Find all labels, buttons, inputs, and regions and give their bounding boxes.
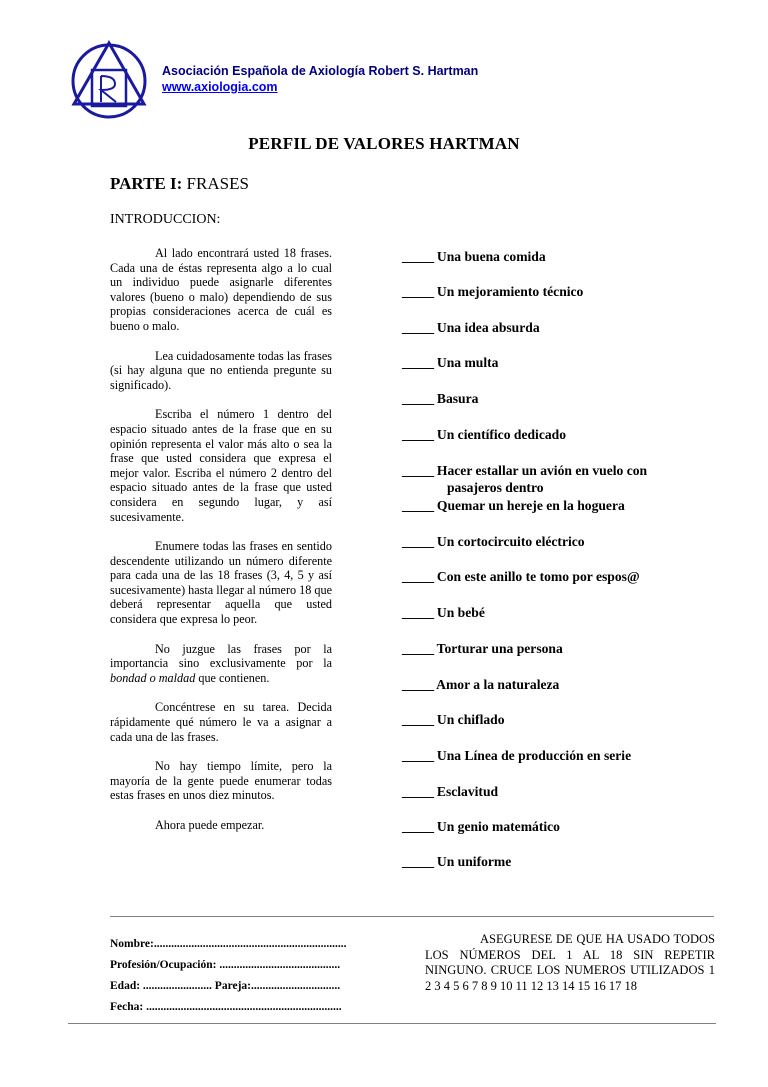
rank-blank[interactable]: _____ [402, 534, 434, 549]
rank-blank[interactable]: _____ [402, 677, 434, 692]
rank-blank[interactable]: _____ [402, 498, 434, 513]
instruction-paragraph: Al lado encontrará usted 18 frases. Cada una de éstas representa algo a lo cual un individuo puede asignarle diferentes valores (bueno o malo) dependiendo de sus propias consideraciones acerca de cuál es bueno o malo. [110, 246, 332, 333]
rank-blank[interactable]: _____ [402, 320, 434, 335]
rank-blank[interactable]: _____ [402, 427, 434, 442]
instruction-paragraph: Enumere todas las frases en sentido descendente utilizando un número diferente para cada una de las 18 frases (3, 4, 5 y así sucesivamente) hasta llegar al número 18 que deberá representar aquella que usted considera que expresa lo peor. [110, 539, 332, 627]
divider [110, 916, 714, 917]
association-logo [68, 40, 150, 122]
phrase-item[interactable] [402, 534, 585, 550]
phrase-item[interactable] [402, 249, 546, 265]
phrase-text: Con este anillo te tomo por espos@ [436, 569, 640, 584]
phrase-text: Un cortocircuito eléctrico [436, 534, 585, 549]
instruction-paragraph: Ahora puede empezar. [155, 818, 265, 832]
phrase-item[interactable] [402, 819, 560, 835]
instruction-paragraph: Lea cuidadosamente todas las frases (si hay alguna que no entienda pregunte su significado). [110, 348, 332, 392]
date-field[interactable]: Fecha: .................................................................... [110, 1001, 342, 1013]
phrase-text: Una buena comida [436, 249, 546, 264]
rank-blank[interactable]: _____ [402, 569, 434, 584]
rank-blank[interactable]: _____ [402, 784, 434, 799]
page-title: PERFIL DE VALORES HARTMAN [248, 134, 520, 153]
rank-blank[interactable]: _____ [402, 854, 434, 869]
phrase-item[interactable] [402, 284, 583, 300]
phrase-item[interactable] [402, 641, 563, 657]
phrase-text: Esclavitud [436, 784, 499, 799]
part-heading [110, 174, 249, 194]
phrase-item[interactable] [402, 677, 559, 693]
phrase-text: Una multa [436, 355, 499, 370]
phrase-item[interactable] [402, 391, 478, 407]
rank-blank[interactable]: _____ [402, 355, 434, 370]
phrase-text: Una Línea de producción en serie [436, 748, 632, 763]
name-field[interactable]: Nombre:................................................................... [110, 938, 347, 950]
phrase-text: Torturar una persona [436, 641, 563, 656]
rank-blank[interactable]: _____ [402, 712, 434, 727]
phrase-text: Un mejoramiento técnico [436, 284, 584, 299]
organization-url-link[interactable]: www.axiologia.com [162, 80, 278, 94]
rank-blank[interactable]: _____ [402, 249, 434, 264]
organization-name: Asociación Española de Axiología Robert S. Hartman [162, 64, 479, 78]
footer-divider [68, 1023, 716, 1024]
rank-blank[interactable]: _____ [402, 284, 434, 299]
part-name: FRASES [186, 174, 249, 193]
rank-blank[interactable]: _____ [402, 641, 434, 656]
rank-blank[interactable]: _____ [402, 391, 434, 406]
phrase-text: Un chiflado [436, 712, 505, 727]
phrase-text: Un genio matemático [436, 819, 560, 834]
verification-note: ASEGURESE DE QUE HA USADO TODOS LOS NÚMEROS DEL 1 AL 18 SIN REPETIR NINGUNO. CRUCE LOS NUMEROS UTILIZADOS 1 2 3 4 5 6 7 8 9 10 11 12 13 14 15 16 17 18 [425, 932, 715, 993]
phrase-item[interactable] [402, 569, 640, 585]
phrase-item[interactable] [402, 427, 566, 443]
intro-heading: INTRODUCCION: [110, 212, 221, 227]
rank-blank[interactable]: _____ [402, 605, 434, 620]
age-partner-field[interactable]: Edad: ........................ Pareja:............................... [110, 980, 341, 992]
phrase-text: Quemar un hereje en la hoguera [436, 498, 625, 513]
phrase-item[interactable] [402, 784, 498, 800]
phrase-continuation: pasajeros dentro [447, 480, 544, 495]
organization-header [162, 63, 478, 95]
instruction-paragraph [110, 642, 332, 686]
instruction-text: No juzgue las frases por la importancia sino exclusivamente por la [110, 641, 332, 671]
rank-blank[interactable]: _____ [402, 463, 434, 478]
phrase-text: Amor a la naturaleza [436, 677, 560, 692]
phrase-text: Basura [436, 391, 479, 406]
instruction-emphasis: bondad o maldad [110, 670, 196, 685]
phrase-text: Hacer estallar un avión en vuelo con [436, 463, 648, 478]
instruction-paragraph: Escriba el número 1 dentro del espacio situado antes de la frase que en su opinión representa el valor más alto o sea la frase que usted considera que expresa el mejor valor. Escriba el número 2 dentro del espacio situado antes de la frase que usted considera en segundo lugar, y así sucesivamente. [110, 407, 332, 524]
part-label: PARTE I: [110, 174, 183, 193]
phrase-item[interactable] [402, 320, 540, 336]
instruction-paragraph: No hay tiempo límite, pero la mayoría de la gente puede enumerar todas estas frases en unos diez minutos. [110, 759, 332, 803]
phrase-item[interactable] [402, 498, 625, 514]
instruction-text: que contienen. [198, 670, 270, 685]
respondent-fields [110, 934, 390, 1018]
phrase-item[interactable] [402, 748, 631, 764]
phrase-item[interactable] [402, 463, 647, 479]
rank-blank[interactable]: _____ [402, 819, 434, 834]
phrase-item[interactable] [402, 605, 485, 621]
phrase-item[interactable] [402, 355, 498, 371]
phrase-text: Un bebé [436, 605, 485, 620]
instruction-paragraph: Concéntrese en su tarea. Decida rápidamente qué número le va a asignar a cada una de las frases. [110, 700, 332, 744]
instructions-column [110, 246, 332, 848]
phrase-text: Una idea absurda [436, 320, 540, 335]
phrase-item[interactable] [402, 712, 505, 728]
phrase-text: Un científico dedicado [436, 427, 567, 442]
phrase-text: Un uniforme [436, 854, 512, 869]
phrase-item[interactable] [402, 854, 511, 870]
rank-blank[interactable]: _____ [402, 748, 434, 763]
occupation-field[interactable]: Profesión/Ocupación: .......................................... [110, 959, 341, 971]
